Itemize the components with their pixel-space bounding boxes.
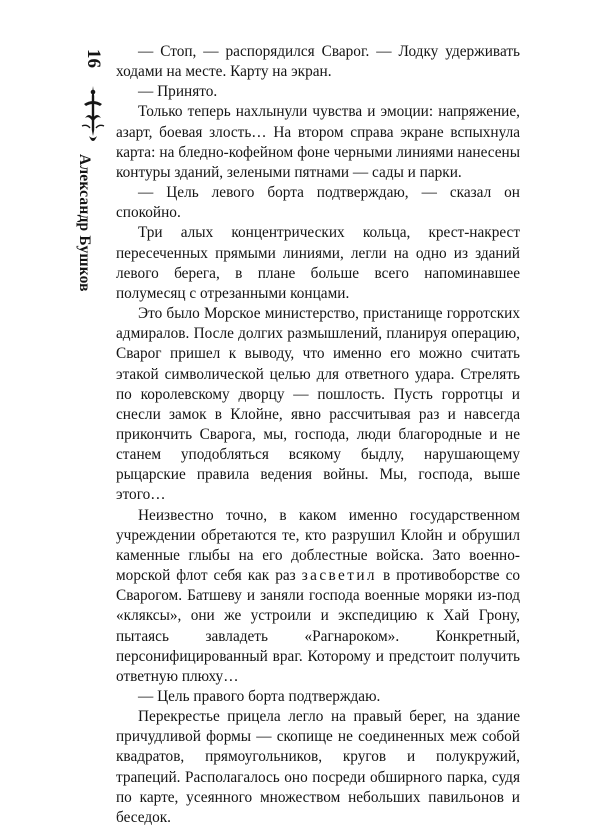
dagger-ornament-icon <box>80 84 106 148</box>
paragraph: — Принято. <box>138 83 218 101</box>
page-number: 16 <box>83 49 104 68</box>
paragraph-text: Неизвестно точно, в каком именно государственном учреждении обретаются те, кто разрушил Клойн и обрушил каменные глыбы на его доблестные войска. Зато военно-морской флот себя как раз <box>116 506 520 585</box>
paragraph <box>116 506 520 687</box>
body-text <box>116 42 520 828</box>
running-head-author: Александр Бушков <box>76 154 93 292</box>
paragraph: Это было Морское министерство, пристанище горротских адмиралов. После долгих размышлений, планируя операцию, Сварог пришел к выводу, что именно его можно считать этакой символической целью для ответного удара. Стрелять по королевскому дворцу — пошлость. Пусть горротцы и снесли замок в Клойне, явно рассчитывая раз и навсегда прикончить Сварога, мы, господа, люди благородные и не станем уподобляться всякому быдлу, нарушающему рыцарские правила ведения войны. Мы, господа, выше этого… <box>116 305 520 504</box>
emphasis-spaced: засветил <box>301 567 377 585</box>
paragraph-text: в противоборстве со Сварогом. Батшеву и заняли господа военные моряки из-под «кляксы», они же устроили и экспедицию к Хай Грону, пытаясь завладеть «Рагнароком». Конкретный, персонифицированный враг. Которому и предстоит получить ответную плюху… <box>116 567 521 685</box>
paragraph: — Стоп, — распорядился Сварог. — Лодку удерживать ходами на месте. Карту на экран. <box>116 43 520 81</box>
paragraph: — Цель правого борта подтверждаю. <box>138 688 381 705</box>
paragraph: Три алых концентрических кольца, крест-накрест пересеченных прямыми линиями, легли на одно из зданий левого берега, в плане больше всего напоминавшее полумесяц с отрезанными концами. <box>116 224 520 302</box>
paragraph: Перекрестье прицела легло на правый берег, на здание причудливой формы — скопище не соединенных меж собой квадратов, прямоугольников, кругов и полукружий, трапеций. Располагалось оно посреди обширного парка, судя по карте, усеянного множеством небольших павильонов и беседок. <box>116 708 520 826</box>
paragraph: Только теперь нахлынули чувства и эмоции: напряжение, азарт, боевая злость… На втором справа экране вспыхнула карта: на бледно-кофейном фоне черными линиями нанесены контуры зданий, зелеными пятнами — сады и парки. <box>116 103 520 181</box>
paragraph: — Цель левого борта подтверждаю, — сказал он спокойно. <box>116 184 520 222</box>
